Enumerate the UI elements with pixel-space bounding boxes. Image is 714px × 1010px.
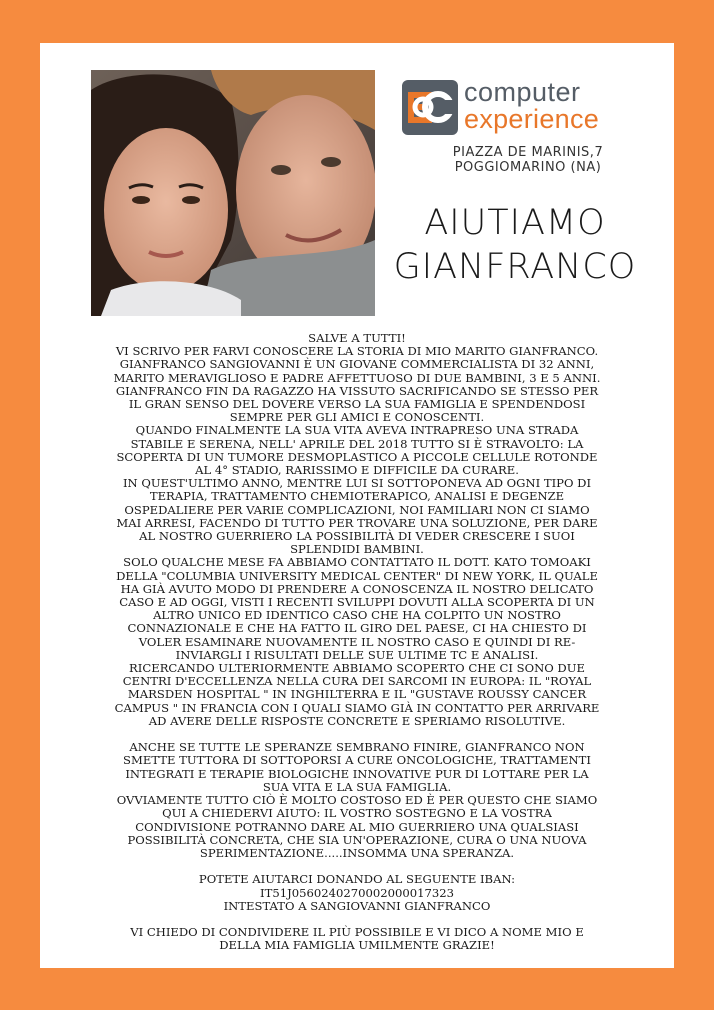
- shop-address: [418, 145, 638, 175]
- letter-line: IN QUEST'ULTIMO ANNO, MENTRE LUI SI SOTTOPONEVA AD OGNI TIPO DI: [122, 476, 592, 491]
- letter-line: CENTRI D'ECCELLENZA NELLA CURA DEI SARCOMI IN EUROPA: IL "ROYAL: [122, 674, 592, 689]
- letter-line: MARITO MERAVIGLIOSO E PADRE AFFETTUOSO DI DUE BAMBINI, 3 E 5 ANNI.: [113, 370, 601, 385]
- letter-line: GIANFRANCO FIN DA RAGAZZO HA VISSUTO SACRIFICANDO SE STESSO PER: [115, 383, 599, 398]
- letter-line: INVIARGLI I RISULTATI DELLE SUE ULTIME TC E ANALISI.: [175, 647, 539, 662]
- letter-line: POTETE AIUTARCI DONANDO AL SEGUENTE IBAN:: [198, 872, 516, 887]
- letter-line: GIANFRANCO SANGIOVANNI È UN GIOVANE COMMERCIALISTA DI 32 ANNI,: [119, 357, 595, 372]
- letter-line: IL GRAN SENSO DEL DOVERE VERSO LA SUA FAMIGLIA E SPENDENDOSI: [128, 397, 586, 412]
- letter-line: QUI A CHIEDERVI AIUTO: IL VOSTRO SOSTEGNO E LA VOSTRA: [162, 806, 552, 821]
- letter-line: AL NOSTRO GUERRIERO LA POSSIBILITÀ DI VEDER CRESCERE I SUOI: [139, 529, 575, 544]
- letter-line: TERAPIA, TRATTAMENTO CHEMIOTERAPICO, ANALISI E DEGENZE: [149, 489, 565, 504]
- letter-line: QUANDO FINALMENTE LA SUA VITA AVEVA INTRAPRESO UNA STRADA: [135, 423, 579, 438]
- letter-line: DELLA MIA FAMIGLIA UMILMENTE GRAZIE!: [219, 938, 495, 953]
- letter-line: STABILE E SERENA, NELL' APRILE DEL 2018 TUTTO SI È STRAVOLTO: LA: [130, 436, 584, 451]
- letter-line: SUA VITA E LA SUA FAMIGLIA.: [262, 779, 452, 794]
- logo-text-computer: computer: [464, 77, 581, 107]
- letter-line: ANCHE SE TUTTE LE SPERANZE SEMBRANO FINIRE, GIANFRANCO NON: [129, 740, 585, 755]
- letter-line: ALTRO UNICO ED IDENTICO CASO CHE HA COLPITO UN NOSTRO: [153, 608, 561, 623]
- letter-line: RICERCANDO ULTERIORMENTE ABBIAMO SCOPERTO CHE CI SONO DUE: [129, 661, 585, 676]
- logo-mark-icon: [402, 80, 458, 135]
- letter-line: POSSIBILITÀ CONCRETA, CHE SIA UN'OPERAZIONE, CURA O UNA NUOVA: [127, 832, 587, 847]
- letter-line: OSPEDALIERE PER VARIE COMPLICAZIONI, NOI FAMILIARI NON CI SIAMO: [124, 502, 590, 517]
- letter-line: CONDIVISIONE POTRANNO DARE AL MIO GUERRIERO UNA QUALSIASI: [135, 819, 579, 834]
- letter-line: AD AVERE DELLE RISPOSTE CONCRETE E SPERIAMO RISOLUTIVE.: [148, 713, 566, 728]
- letter-line: AL 4° STADIO, RARISSIMO E DIFFICILE DA CURARE.: [195, 463, 519, 478]
- flyer-page: [40, 43, 674, 968]
- logo-text-experience: experience: [464, 104, 600, 134]
- address-line: PIAZZA DE MARINIS,7: [452, 145, 604, 160]
- headline: [385, 201, 645, 289]
- letter-line: MAI ARRESI, FACENDO DI TUTTO PER TROVARE UNA SOLUZIONE, PER DARE: [116, 515, 598, 530]
- couple-photo: [91, 70, 375, 316]
- letter-line: SEMPRE PER GLI AMICI E CONOSCENTI.: [229, 410, 485, 425]
- letter-line: CAMPUS " IN FRANCIA CON I QUALI SIAMO GIÀ IN CONTATTO PER ARRIVARE: [114, 700, 600, 715]
- letter-line: SMETTE TUTTORA DI SOTTOPORSI A CURE ONCOLOGICHE, TRATTAMENTI: [123, 753, 591, 768]
- letter-line: VOLER ESAMINARE NUOVAMENTE IL NOSTRO CASO E QUINDI DI RE-: [138, 634, 576, 649]
- letter-line: INTEGRATI E TERAPIE BIOLOGICHE INNOVATIVE PUR DI LOTTARE PER LA: [125, 766, 589, 781]
- letter-line: SALVE A TUTTI!: [308, 331, 406, 345]
- letter-line: SPLENDIDI BAMBINI.: [290, 542, 424, 557]
- letter-line: VI SCRIVO PER FARVI CONOSCERE LA STORIA DI MIO MARITO GIANFRANCO.: [115, 344, 599, 359]
- letter-line: SOLO QUALCHE MESE FA ABBIAMO CONTATTATO IL DOTT. KATO TOMOAKI: [123, 555, 591, 570]
- address-line: POGGIOMARINO (NA): [454, 160, 602, 175]
- letter-line: HA GIÀ AVUTO MODO DI PRENDERE A CONOSCENZA IL NOSTRO DELICATO: [120, 581, 594, 596]
- letter-line: OVVIAMENTE TUTTO CIÒ È MOLTO COSTOSO ED È PER QUESTO CHE SIAMO: [116, 793, 598, 808]
- computer-experience-logo: [402, 79, 632, 139]
- letter-line: DELLA "COLUMBIA UNIVERSITY MEDICAL CENTER" DI NEW YORK, IL QUALE: [116, 568, 598, 583]
- letter-line: SPERIMENTAZIONE.....INSOMMA UNA SPERANZA.: [199, 845, 515, 860]
- letter-line: CONNAZIONALE E CHE HA FATTO IL GIRO DEL PAESE, CI HA CHIESTO DI: [127, 621, 587, 636]
- letter-line: SCOPERTA DI UN TUMORE DESMOPLASTICO A PICCOLE CELLULE ROTONDE: [116, 449, 598, 464]
- letter-line: VI CHIEDO DI CONDIVIDERE IL PIÙ POSSIBILE E VI DICO A NOME MIO E: [130, 925, 584, 940]
- letter-line: INTESTATO A SANGIOVANNI GIANFRANCO: [223, 898, 491, 913]
- headline-line: AIUTIAMO: [424, 203, 606, 243]
- appeal-letter-text: [74, 332, 640, 953]
- letter-line: CASO E AD OGGI, VISTI I RECENTI SVILUPPI DOVUTI ALLA SCOPERTA DI UN: [119, 595, 595, 610]
- letter-line: MARSDEN HOSPITAL " IN INGHILTERRA E IL "GUSTAVE ROUSSY CANCER: [127, 687, 587, 702]
- letter-line: IT51J0560240270002000017323: [260, 885, 454, 900]
- headline-line: GIANFRANCO: [393, 247, 637, 287]
